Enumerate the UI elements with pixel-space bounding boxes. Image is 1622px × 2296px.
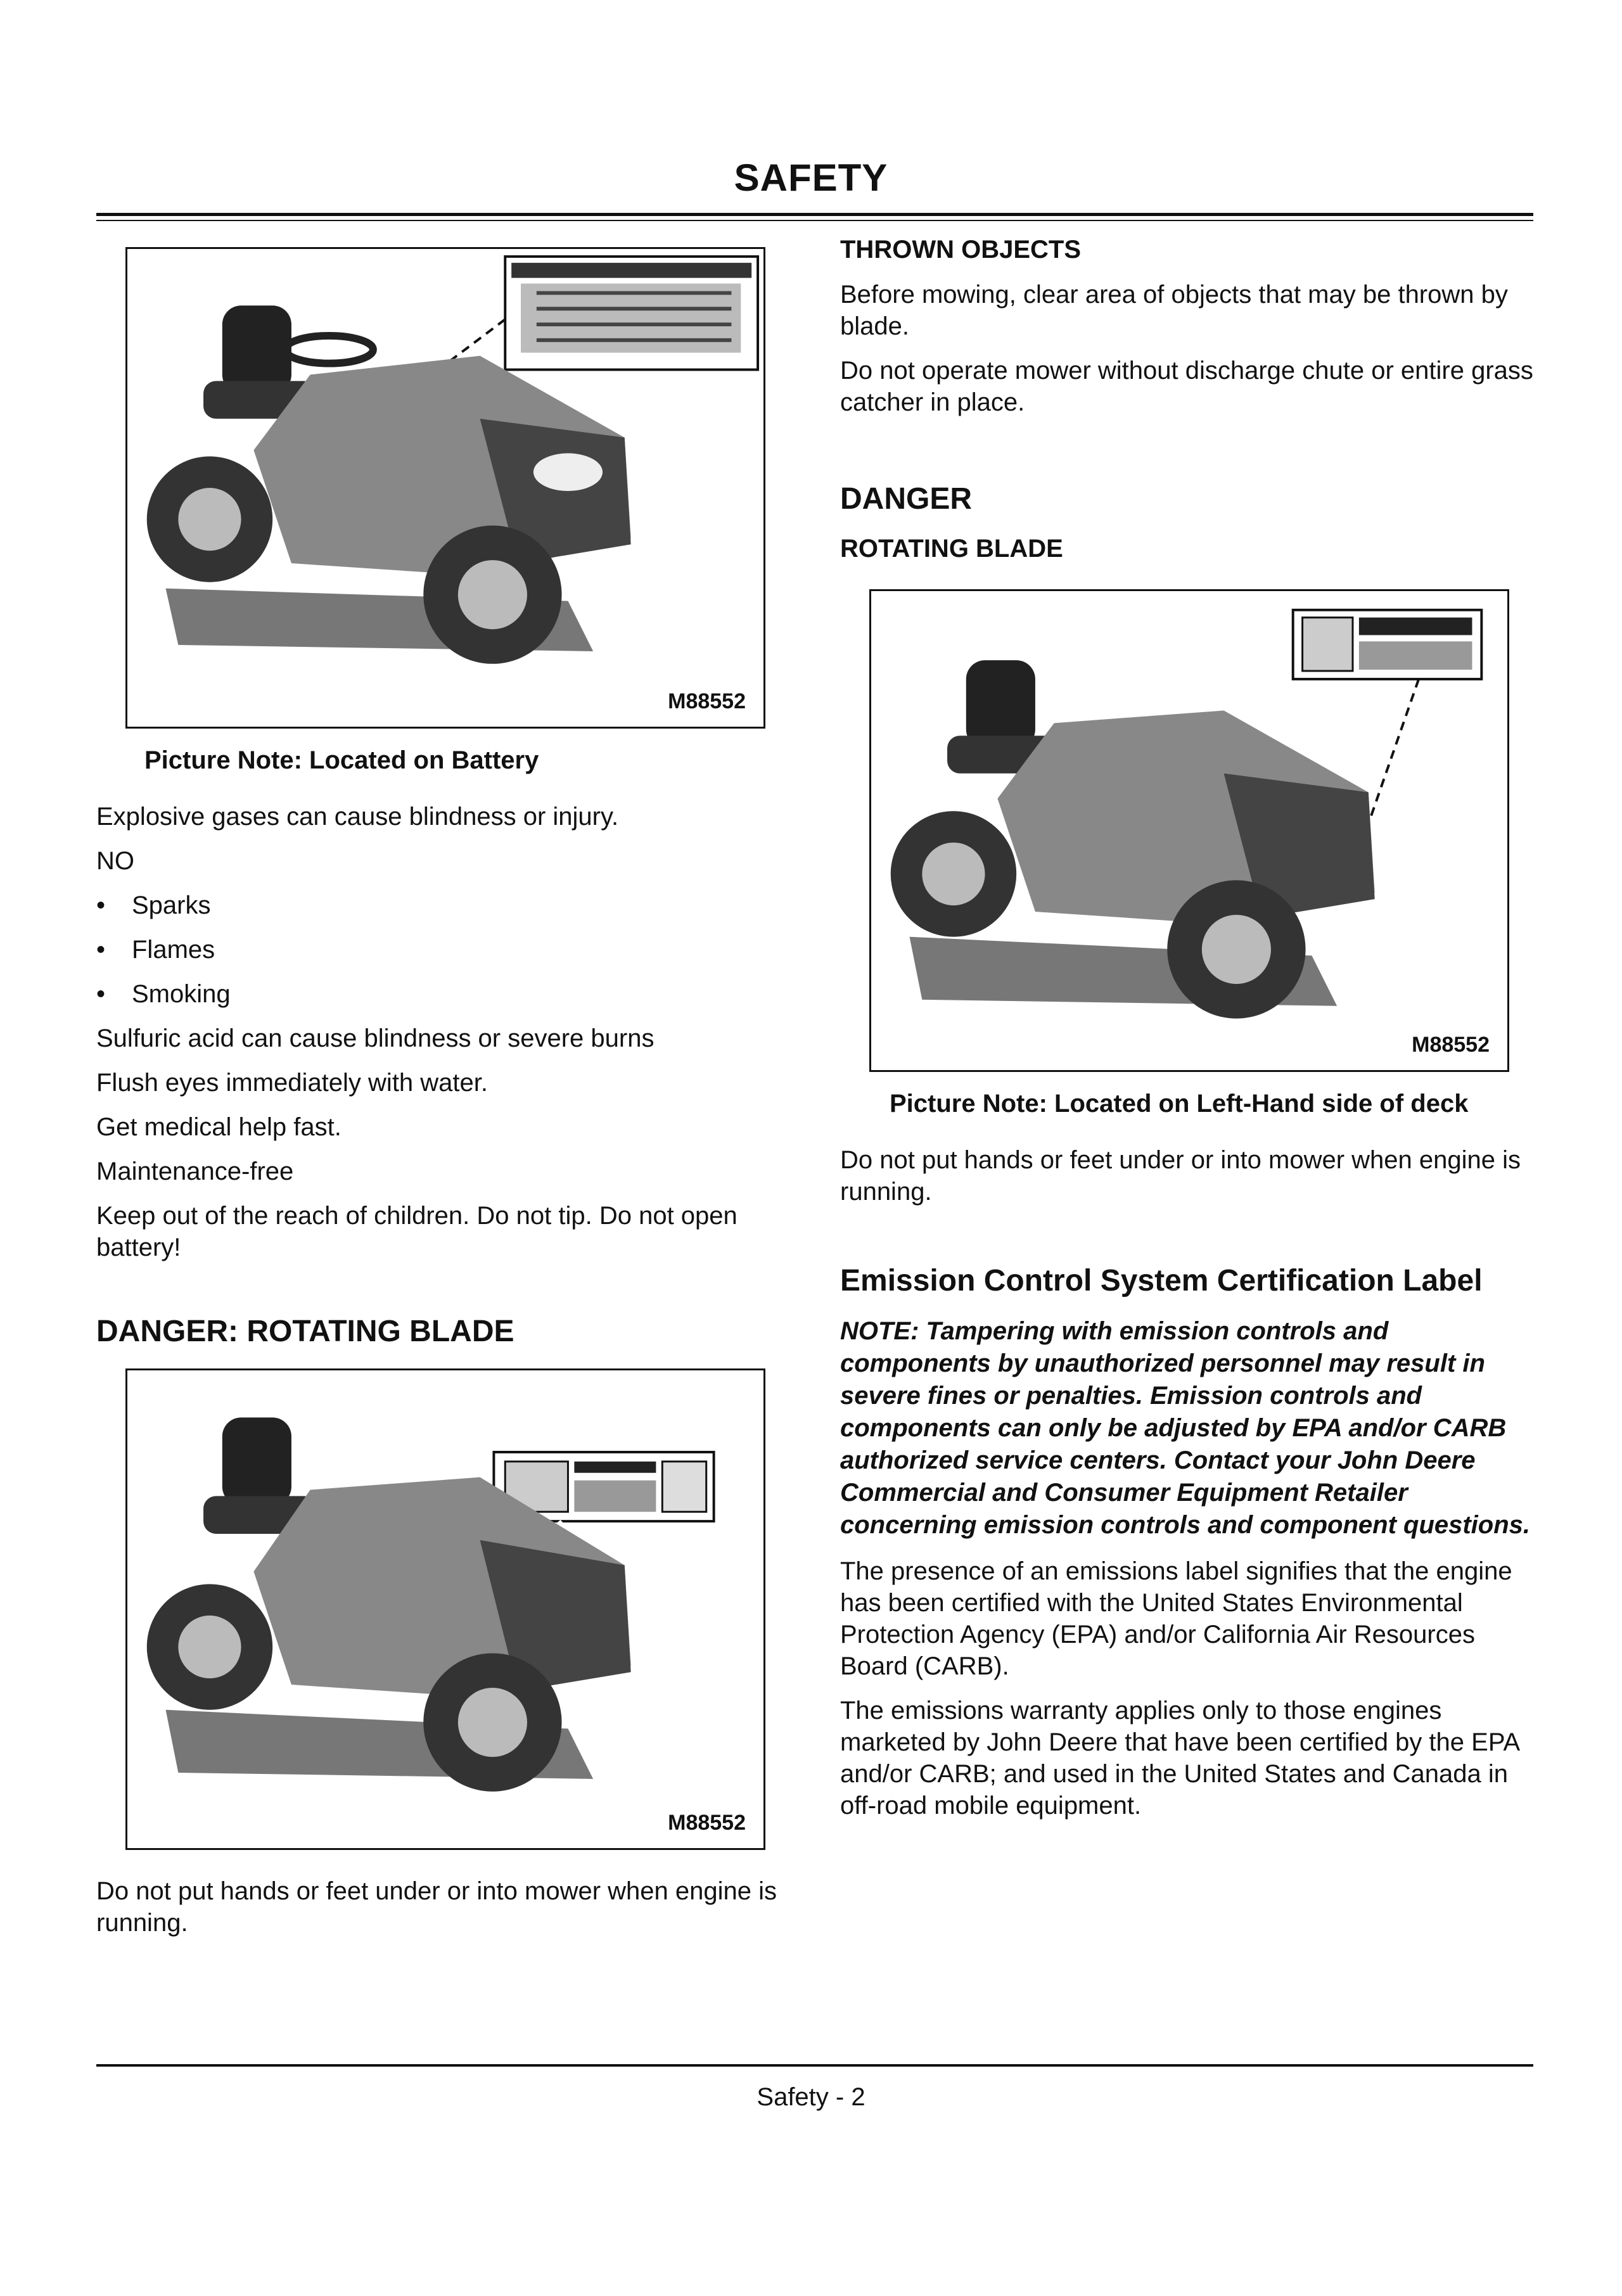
picture-note-deck: Picture Note: Located on Left-Hand side of deck — [890, 1090, 1469, 1118]
danger-text: Do not put hands or feet under or into mower when engine is running. — [840, 1146, 1521, 1206]
leader-line — [1369, 679, 1419, 824]
tractor-illustration — [127, 1370, 763, 1848]
battery-text: NO — [96, 847, 134, 875]
battery-text: Flush eyes immediately with water. — [96, 1069, 489, 1097]
footer-rule — [96, 2064, 1533, 2067]
battery-text: Keep out of the reach of children. Do not tip. Do not open battery! — [96, 1202, 738, 1261]
emission-note: NOTE: Tampering with emission controls and components by unauthorized personnel may result in severe fines or penalties. Emission controls and components can only be adjusted by EPA and/or CARB authorized service centers. Contact your John Deere Commercial and Consumer Equipment Retailer concerning emission controls and component questions. — [840, 1317, 1531, 1539]
page-title: SAFETY — [734, 156, 888, 199]
title-rule — [96, 213, 1533, 221]
battery-text: Explosive gases can cause blindness or injury. — [96, 803, 619, 831]
section-heading-danger-rotating-blade: DANGER: ROTATING BLADE — [96, 1315, 514, 1348]
bullet-item: • Flames — [96, 934, 787, 966]
picture-note-battery: Picture Note: Located on Battery — [144, 746, 539, 774]
danger-text: Do not put hands or feet under or into mower when engine is running. — [96, 1877, 777, 1937]
figure-id: M88552 — [668, 1811, 746, 1835]
rotating-blade-figure — [125, 1368, 765, 1850]
battery-text: Maintenance-free — [96, 1158, 294, 1185]
battery-text: Sulfuric acid can cause blindness or severe burns — [96, 1024, 655, 1052]
section-heading-danger: DANGER — [840, 482, 973, 516]
bullet-item: • Smoking — [96, 978, 787, 1010]
tractor-illustration — [871, 591, 1507, 1070]
section-heading-thrown-objects: THROWN OBJECTS — [840, 236, 1081, 264]
thrown-text: Before mowing, clear area of objects that may be thrown by blade. — [840, 281, 1508, 340]
emission-text: The presence of an emissions label signifies that the engine has been certified with the United States Environmental Protection Agency (EPA) and/or California Air Resources Board (CARB). — [840, 1557, 1512, 1680]
left-column — [96, 234, 787, 1951]
figure-id: M88552 — [1412, 1033, 1490, 1057]
subheading-rotating-blade: ROTATING BLADE — [840, 535, 1063, 563]
figure-id: M88552 — [668, 689, 746, 713]
right-column — [840, 234, 1533, 1834]
section-heading-emission-label: Emission Control System Certification Label — [840, 1264, 1483, 1298]
thrown-text: Do not operate mower without discharge chute or entire grass catcher in place. — [840, 357, 1533, 416]
battery-text: Get medical help fast. — [96, 1113, 342, 1141]
tractor-illustration — [127, 249, 763, 727]
bullet-item: • Sparks — [96, 890, 787, 921]
emission-text: The emissions warranty applies only to those engines marketed by John Deere that have been certified by the EPA and/or CARB; and used in the United States and Canada in off-road mobile equipment. — [840, 1697, 1519, 1820]
page-footer: Safety - 2 — [757, 2083, 865, 2111]
battery-figure — [125, 247, 765, 729]
deck-figure — [869, 589, 1509, 1072]
